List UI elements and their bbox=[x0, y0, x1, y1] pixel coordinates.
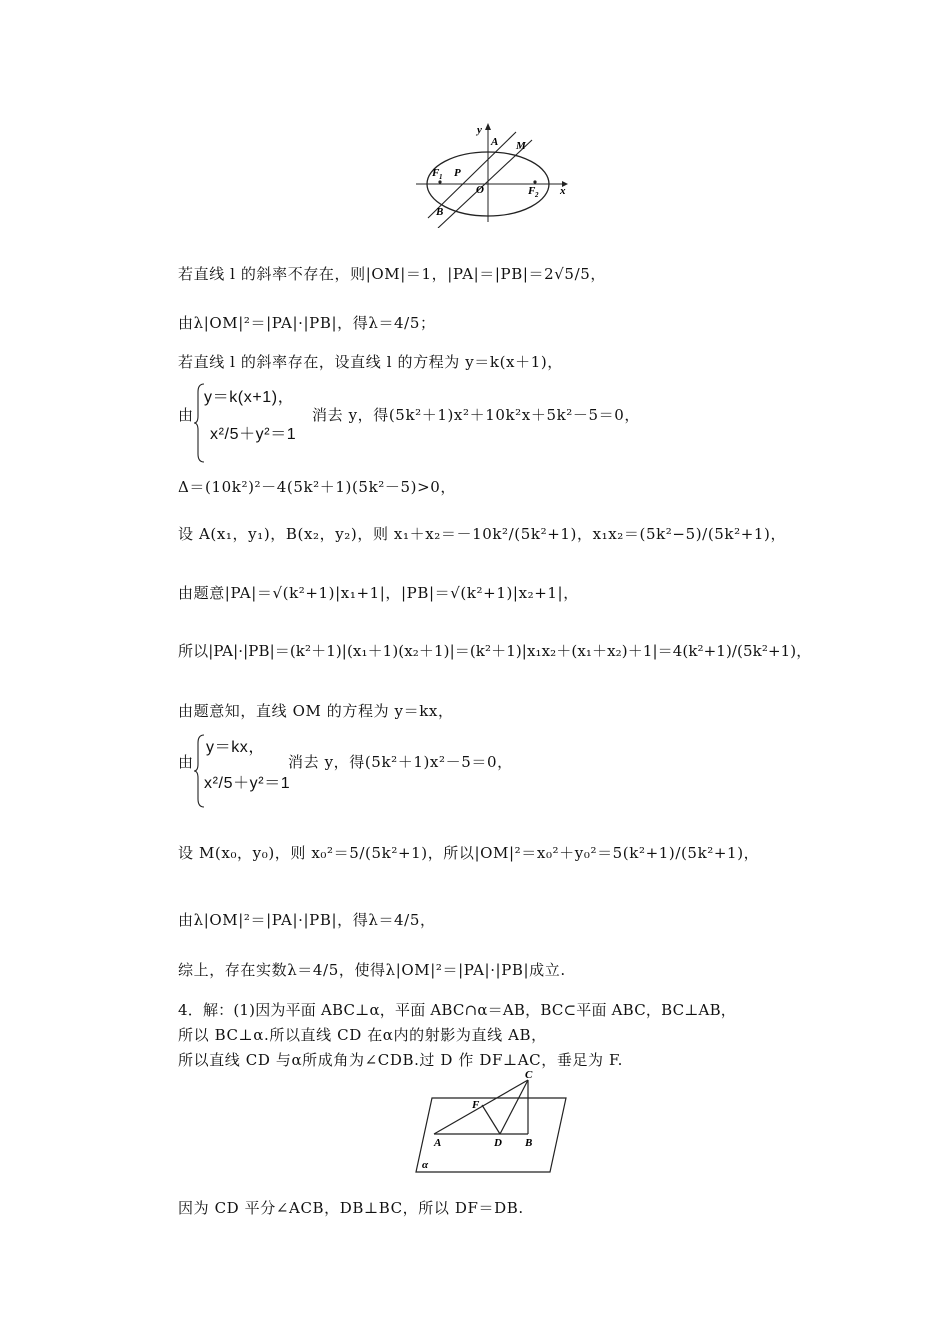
label-o: O bbox=[476, 184, 484, 196]
text-line-5: Δ＝(10k²)²－4(5k²＋1)(5k²－5)>0， bbox=[178, 478, 456, 496]
label-x: x bbox=[560, 185, 566, 197]
system-1-eq2: x²/5＋y²＝1 bbox=[210, 426, 297, 443]
label-y: y bbox=[477, 124, 482, 136]
text-line-1: 若直线 l 的斜率不存在，则|OM|＝1，|PA|＝|PB|＝2√5/5， bbox=[178, 265, 606, 283]
system-2-prefix: 由 bbox=[178, 753, 194, 771]
text-line-16: 所以直线 CD 与α所成角为∠CDB.过 D 作 DF⊥AC，垂足为 F. bbox=[178, 1051, 624, 1069]
system-2-eq2: x²/5＋y²＝1 bbox=[204, 775, 291, 792]
system-1-prefix: 由 bbox=[178, 406, 194, 424]
system-2-eq1: y＝kx， bbox=[206, 739, 266, 756]
system-2-suffix: 消去 y，得(5k²＋1)x²－5＝0， bbox=[288, 753, 513, 771]
focus-f2-dot bbox=[533, 180, 536, 183]
label-m: M bbox=[516, 140, 526, 152]
text-line-17: 因为 CD 平分∠ACB，DB⊥BC，所以 DF＝DB. bbox=[178, 1199, 524, 1217]
label-alpha: α bbox=[422, 1159, 429, 1171]
label-f1-sub: 1 bbox=[439, 173, 443, 181]
text-line-9: 由题意知，直线 OM 的方程为 y＝kx， bbox=[178, 702, 454, 720]
y-axis-arrow bbox=[485, 123, 491, 130]
label-f: F bbox=[472, 1099, 480, 1111]
label-f1: F bbox=[432, 167, 440, 179]
label-a2: A bbox=[434, 1137, 442, 1149]
ellipse-figure bbox=[408, 118, 578, 228]
text-line-14: 4．解：(1)因为平面 ABC⊥α，平面 ABC∩α＝AB，BC⊂平面 ABC，BC⊥AB， bbox=[178, 1001, 737, 1019]
text-line-6: 设 A(x₁，y₁)，B(x₂，y₂)，则 x₁＋x₂＝－10k²/(5k²+1)，x₁x₂＝(5k²−5)/(5k²+1)， bbox=[178, 525, 787, 543]
system-1-eq1: y＝k(x+1)， bbox=[204, 389, 295, 406]
system-1-suffix: 消去 y，得(5k²＋1)x²＋10k²x＋5k²－5＝0， bbox=[312, 406, 640, 424]
label-f2-sub: 2 bbox=[535, 191, 539, 199]
label-b2: B bbox=[525, 1137, 533, 1149]
label-b: B bbox=[436, 206, 444, 218]
text-line-3: 若直线 l 的斜率存在，设直线 l 的方程为 y＝k(x＋1)， bbox=[178, 353, 563, 371]
text-line-11: 设 M(x₀，y₀)，则 x₀²＝5/(5k²+1)，所以|OM|²＝x₀²＋y₀²＝5(k²+1)/(5k²+1)， bbox=[178, 844, 760, 862]
label-f2: F bbox=[528, 185, 536, 197]
label-p: P bbox=[454, 167, 461, 179]
text-line-8: 所以|PA|·|PB|＝(k²＋1)|(x₁＋1)(x₂＋1)|＝(k²＋1)|x₁x₂＋(x₁＋x₂)＋1|＝4(k²+1)/(5k²+1)， bbox=[178, 642, 812, 660]
plane-figure bbox=[410, 1068, 570, 1176]
text-line-15: 所以 BC⊥α.所以直线 CD 在α内的射影为直线 AB， bbox=[178, 1026, 547, 1044]
label-a: A bbox=[491, 136, 499, 148]
text-line-7: 由题意|PA|＝√(k²+1)|x₁+1|，|PB|＝√(k²+1)|x₂+1|， bbox=[178, 584, 579, 602]
text-line-12: 由λ|OM|²＝|PA|·|PB|，得λ＝4/5， bbox=[178, 911, 436, 929]
segment-df bbox=[482, 1105, 500, 1134]
text-line-2: 由λ|OM|²＝|PA|·|PB|，得λ＝4/5； bbox=[178, 314, 436, 332]
plane-alpha bbox=[416, 1098, 566, 1172]
text-line-13: 综上，存在实数λ＝4/5，使得λ|OM|²＝|PA|·|PB|成立. bbox=[178, 961, 566, 979]
label-d: D bbox=[494, 1137, 502, 1149]
label-c: C bbox=[525, 1069, 533, 1081]
system-2-brace bbox=[194, 733, 206, 809]
